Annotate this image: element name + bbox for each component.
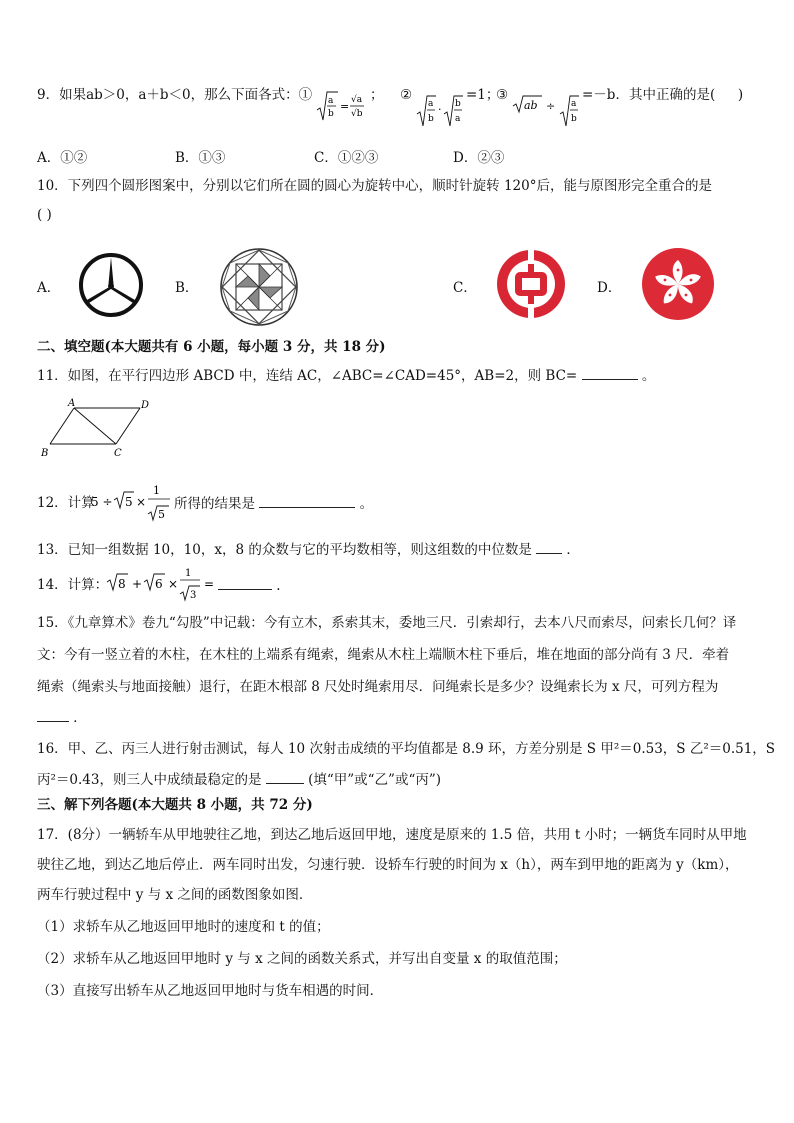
svg-text:×: ×: [136, 495, 147, 509]
q16-answer-blank[interactable]: [266, 770, 304, 784]
q9-mark3: ③: [496, 87, 509, 103]
q11-line: [37, 366, 655, 385]
q9-option-b[interactable]: B．①③: [175, 150, 226, 166]
q9-expr1-formula: [316, 80, 376, 124]
q12-tail: [174, 494, 373, 513]
q9-stem-line: [37, 86, 312, 104]
q12-suffix: 所得的结果是: [174, 496, 255, 512]
q9-mark2: ②: [400, 87, 413, 103]
q11-answer-blank[interactable]: [582, 366, 638, 380]
q17-line-2: 驶往乙地，到达乙地后停止．两车同时出发，匀速行驶．设轿车行驶的时间为 x（h），两车到甲地的距离为 y（km），: [37, 857, 739, 873]
svg-text:8: 8: [118, 577, 126, 591]
svg-text:b: b: [571, 114, 577, 124]
pinwheel-icon: [218, 246, 300, 328]
svg-text:a: a: [571, 99, 577, 109]
q12-end: 。: [359, 496, 374, 512]
q15-line-1: 15．《九章算术》卷九“勾股”中记载：今有立木，系索其末，委地三尺．引索却行，去本八尺而索尽，问索长几何？译: [37, 615, 737, 631]
q17-line-1: 17．(8分）一辆轿车从甲地驶往乙地，到达乙地后返回甲地，速度是原来的 1.5 倍，共用 t 小时；一辆货车同时从甲地: [37, 827, 747, 843]
svg-text:5: 5: [158, 508, 165, 521]
q13-line: [37, 540, 580, 559]
q11-stem: 11．如图，在平行四边形 ABCD 中，连结 AC，∠ABC=∠CAD=45°，AB=2，则 BC=: [37, 368, 578, 384]
q12-prefix: 12．计算: [37, 495, 95, 511]
q14-answer-blank[interactable]: [218, 576, 272, 590]
q16-line-2: [37, 770, 441, 789]
q11-label-c: C: [114, 448, 122, 459]
q15-answer-line: [37, 708, 87, 727]
q16-line2-suffix: (填“甲”或“乙”或“丙”): [308, 772, 442, 788]
section2-title: 二、填空题(本大题共有 6 小题，每小题 3 分，共 18 分): [37, 339, 386, 355]
q9-option-a[interactable]: A．①②: [37, 150, 88, 166]
q10-stem: 10．下列四个圆形图案中，分别以它们所在圆的圆心为旋转中心，顺时针旋转 120°后，能与原图形完全重合的是: [37, 178, 712, 194]
bank-of-china-logo-icon: [495, 248, 567, 320]
q11-label-b: B: [41, 448, 49, 459]
svg-text:×: ×: [168, 577, 179, 591]
svg-text:b: b: [455, 99, 461, 109]
svg-text:√a: √a: [351, 95, 363, 105]
q13-answer-blank[interactable]: [536, 540, 562, 554]
q16-line2-prefix: 丙²＝0.43，则三人中成绩最稳定的是: [37, 772, 262, 788]
svg-text:b: b: [328, 109, 334, 119]
q14-prefix: 14．计算：: [37, 577, 109, 593]
q9-option-d[interactable]: D．②③: [453, 150, 505, 166]
svg-text:+: +: [132, 577, 143, 591]
q11-parallelogram-figure: [40, 396, 160, 460]
svg-text:=: =: [204, 577, 215, 591]
q10-option-c[interactable]: C．: [453, 280, 477, 296]
svg-text:a: a: [328, 96, 334, 106]
q14-tail: [218, 576, 281, 595]
svg-text:a: a: [455, 114, 461, 124]
q9-expr1: [316, 80, 376, 124]
q15-line-3: 绳索（绳索头与地面接触）退行，在距木根部 8 尺处时绳索用尽．问绳索长是多少？设绳索长为 x 尺，可列方程为: [37, 679, 719, 695]
q15-answer-blank[interactable]: [37, 708, 69, 722]
q9-stem: 9．如果ab＞0，a＋b＜0，那么下面各式：①: [37, 87, 313, 103]
section3-title: 三、解下列各题(本大题共 8 小题，共 72 分): [37, 797, 313, 813]
q9-paren: ): [737, 87, 744, 103]
svg-text:b: b: [428, 114, 434, 124]
q10-option-b[interactable]: B．: [175, 280, 199, 296]
q15-end: ．: [73, 710, 87, 726]
svg-text:÷: ÷: [546, 100, 556, 113]
svg-text:a: a: [428, 99, 434, 109]
q10-paren: ( ): [37, 207, 52, 223]
q14-expr: [106, 564, 220, 604]
svg-text:6: 6: [155, 577, 163, 591]
q10-option-a[interactable]: A．: [37, 280, 61, 296]
q9-sep1: ；: [370, 87, 384, 103]
svg-text:1: 1: [153, 484, 160, 497]
svg-text:ab: ab: [524, 99, 538, 112]
q9-expr3-tail: =－b．其中正确的是( ): [582, 87, 744, 103]
q16-line-1: 16．甲、乙、丙三人进行射击测试，每人 10 次射击成绩的平均值都是 8.9 环，方差分别是 S 甲²＝0.53，S 乙²＝0.51，S: [37, 741, 776, 757]
q15-line-2: 文：今有一竖立着的木柱，在木柱的上端系有绳索，绳索从木柱上端顺木柱下垂后，堆在地面的部分尚有 3 尺．牵着: [37, 647, 730, 663]
q11-label-a: A: [68, 398, 76, 409]
q11-label-d: D: [141, 400, 150, 411]
q17-line-3: 两车行驶过程中 y 与 x 之间的函数图象如图．: [37, 887, 313, 903]
svg-text:1: 1: [185, 568, 192, 579]
svg-text:5 ÷: 5 ÷: [91, 495, 113, 509]
q17-part-2: （2）求轿车从乙地返回甲地时 y 与 x 之间的函数关系式，并写出自变量 x 的取值范围；: [37, 951, 567, 967]
svg-text:=: =: [340, 100, 350, 113]
q17-part-1: （1）求轿车从乙地返回甲地时的速度和 t 的值；: [37, 919, 330, 935]
q12-answer-blank[interactable]: [259, 494, 355, 508]
q11-end: 。: [641, 368, 656, 384]
mercedes-logo-icon: [76, 250, 146, 320]
q13-end: ．: [566, 542, 580, 558]
hong-kong-flag-icon: [640, 246, 716, 322]
svg-text:·: ·: [438, 103, 442, 116]
q9-expr2-tail: =1；: [466, 87, 500, 103]
q12-expr: [90, 480, 174, 524]
svg-text:3: 3: [190, 590, 197, 601]
q9-option-c[interactable]: C．①②③: [314, 150, 379, 166]
q17-part-3: （3）直接写出轿车从乙地返回甲地时与货车相遇的时间．: [37, 983, 384, 999]
q10-option-d[interactable]: D．: [597, 280, 622, 296]
q13-text: 13．已知一组数据 10，10，x，8 的众数与它的平均数相等，则这组数的中位数是: [37, 542, 532, 558]
q14-end: .: [276, 578, 281, 594]
svg-text:5: 5: [125, 495, 133, 509]
svg-text:√b: √b: [351, 109, 363, 119]
